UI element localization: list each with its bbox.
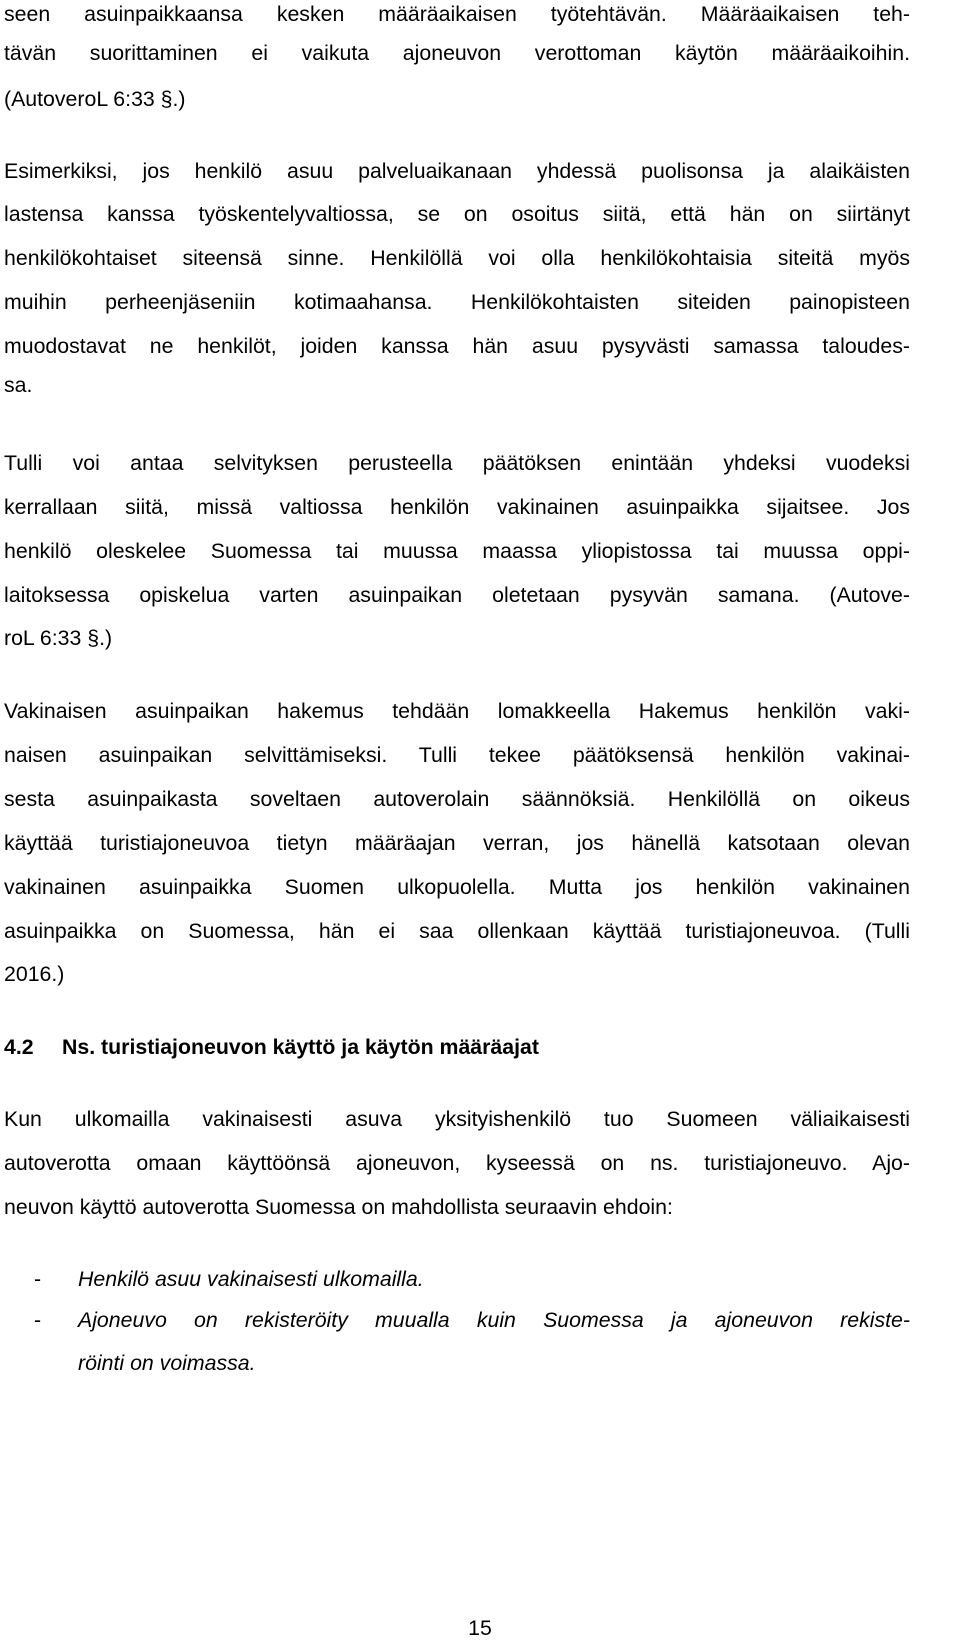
text-line: henkilökohtaiset siteensä sinne. Henkilöllä voi olla henkilökohtaisia siteitä myös [4, 246, 910, 270]
list-marker: - [34, 1308, 42, 1332]
text-line: 2016.) [4, 962, 65, 986]
text-line: autoverotta omaan käyttöönsä ajoneuvon, kyseessä on ns. turistiajoneuvo. Ajo- [4, 1151, 910, 1175]
text-line: Kun ulkomailla vakinaisesti asuva yksityishenkilö tuo Suomeen väliaikaisesti [4, 1107, 910, 1131]
text-line: (AutoveroL 6:33 §.) [4, 87, 186, 111]
text-line: sesta asuinpaikasta soveltaen autoverolain säännöksiä. Henkilöllä on oikeus [4, 787, 910, 811]
list-item-text: Ajoneuvo on rekisteröity muualla kuin Suomessa ja ajoneuvon rekiste- [78, 1308, 910, 1332]
text-line: muodostavat ne henkilöt, joiden kanssa hän asuu pysyvästi samassa taloudes- [4, 334, 910, 358]
text-line: asuinpaikka on Suomessa, hän ei saa ollenkaan käyttää turistiajoneuvoa. (Tulli [4, 919, 910, 943]
text-line: roL 6:33 §.) [4, 626, 113, 650]
text-line: vakinainen asuinpaikka Suomen ulkopuolella. Mutta jos henkilön vakinainen [4, 875, 910, 899]
text-line: tävän suorittaminen ei vaikuta ajoneuvon verottoman käytön määräaikoihin. [4, 41, 910, 65]
section-heading [4, 1033, 539, 1061]
text-line: naisen asuinpaikan selvittämiseksi. Tulli tekee päätöksensä henkilön vakinai- [4, 743, 910, 767]
text-line: Vakinaisen asuinpaikan hakemus tehdään lomakkeella Hakemus henkilön vaki- [4, 699, 910, 723]
text-line: kerrallaan siitä, missä valtiossa henkilön vakinainen asuinpaikka sijaitsee. Jos [4, 495, 910, 519]
section-title: Ns. turistiajoneuvon käyttö ja käytön määräajat [62, 1035, 539, 1059]
list-item [4, 1306, 910, 1334]
text-line: lastensa kanssa työskentelyvaltiossa, se on osoitus siitä, että hän on siirtänyt [4, 202, 910, 226]
text-line: Tulli voi antaa selvityksen perusteella päätöksen enintään yhdeksi vuodeksi [4, 451, 910, 475]
text-line: laitoksessa opiskelua varten asuinpaikan oletetaan pysyvän samana. (Autove- [4, 583, 910, 607]
list-item-text: röinti on voimassa. [78, 1351, 256, 1375]
list-item-text: Henkilö asuu vakinaisesti ulkomailla. [78, 1267, 424, 1291]
text-line: sa. [4, 373, 33, 397]
text-line: käyttää turistiajoneuvoa tietyn määräajan verran, jos hänellä katsotaan olevan [4, 831, 910, 855]
page-number: 15 [468, 1616, 492, 1640]
text-line: seen asuinpaikkaansa kesken määräaikaisen työtehtävän. Määräaikaisen teh- [4, 2, 910, 26]
text-line: neuvon käyttö autoverotta Suomessa on mahdollista seuraavin ehdoin: [4, 1195, 673, 1219]
list-item-continuation [4, 1349, 910, 1377]
text-line: Esimerkiksi, jos henkilö asuu palveluaikanaan yhdessä puolisonsa ja alaikäisten [4, 159, 910, 183]
list-item [4, 1265, 910, 1293]
text-line: henkilö oleskelee Suomessa tai muussa maassa yliopistossa tai muussa oppi- [4, 539, 910, 563]
list-marker: - [34, 1267, 42, 1291]
text-line: muihin perheenjäseniin kotimaahansa. Henkilökohtaisten siteiden painopisteen [4, 290, 910, 314]
section-number: 4.2 [4, 1035, 34, 1059]
